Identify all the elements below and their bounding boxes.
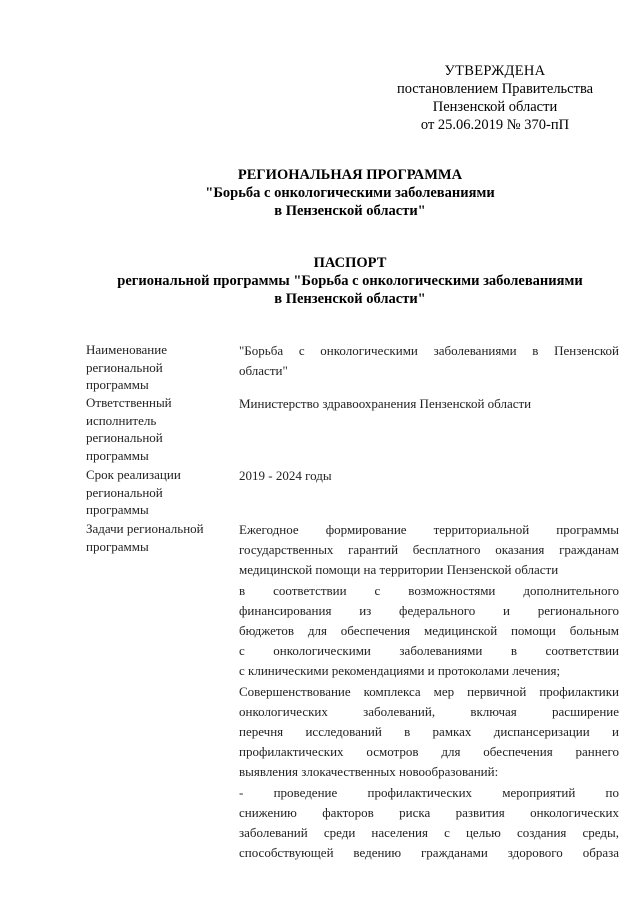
passport-row-term [86, 466, 621, 520]
row-value [239, 520, 619, 920]
label-line: Задачи региональной [86, 521, 204, 536]
value-line: способствующей ведению гражданами здорового образа [239, 845, 619, 861]
value-line: онкологических заболеваний, включая расширение [239, 703, 619, 719]
passport-table [86, 341, 621, 920]
label-line: программы [86, 377, 149, 392]
row-value [239, 466, 619, 520]
label-line: программы [86, 447, 149, 463]
approval-line: Пензенской области [432, 99, 558, 115]
passport-title-line: региональной программы "Борьба с онкологическими заболеваниями [117, 273, 583, 289]
passport-row-name [86, 341, 621, 394]
value-line: с клиническими рекомендациями и протоколами лечения; [239, 663, 561, 679]
program-title [60, 166, 640, 220]
label-line: программы [86, 538, 149, 554]
value-line: Ежегодное формирование территориальной программы [239, 522, 619, 537]
approval-date-line: от 25.06.2019 № 370-пП [420, 117, 570, 133]
program-title-line: "Борьба с онкологическими заболеваниями [205, 185, 495, 201]
passport-row-responsible [86, 394, 621, 466]
value-line: перечня исследований в рамках диспансеризации и [239, 724, 619, 740]
label-line: региональной [86, 430, 163, 445]
value-line: 2019 - 2024 годы [239, 468, 332, 483]
approval-stamp [370, 62, 620, 134]
label-line: региональной [86, 359, 163, 375]
passport-row-tasks [86, 520, 621, 920]
value-line: снижению факторов риска развития онкологических [239, 804, 619, 820]
passport-title-line: в Пензенской области" [274, 291, 426, 307]
passport-title-line: ПАСПОРТ [313, 255, 387, 271]
value-line: медицинской помощи на территории Пензенской области [239, 562, 559, 578]
label-line: Наименование [86, 342, 167, 357]
row-label [86, 466, 231, 520]
approval-heading: УТВЕРЖДЕНА [444, 63, 546, 79]
label-line: региональной [86, 484, 163, 500]
row-value [239, 394, 619, 466]
program-title-line: в Пензенской области" [274, 203, 426, 219]
approval-line: постановлением Правительства [396, 81, 594, 97]
value-line: - проведение профилактических мероприятий по [239, 784, 619, 800]
passport-title [60, 254, 640, 308]
program-title-line: РЕГИОНАЛЬНАЯ ПРОГРАММА [237, 167, 463, 183]
value-line: Совершенствование комплекса мер первичной профилактики [239, 683, 619, 699]
row-label [86, 341, 231, 394]
row-label [86, 394, 231, 466]
value-line: бюджетов для обеспечения медицинской помощи больным [239, 623, 619, 639]
value-line: заболеваний среди населения с целью создания среды, [239, 825, 619, 841]
value-line: в соответствии с возможностями дополнительного [239, 582, 619, 598]
value-line: "Борьба с онкологическими заболеваниями в Пензенской [239, 343, 619, 358]
value-line: государственных гарантий бесплатного оказания гражданам [239, 542, 619, 558]
label-line: Срок реализации [86, 467, 181, 482]
value-line: финансирования из федерального и регионального [239, 602, 619, 618]
value-line: области" [239, 363, 288, 378]
label-line: программы [86, 502, 149, 517]
row-label [86, 520, 231, 920]
row-value [239, 341, 619, 394]
value-line: с онкологическими заболеваниями в соответствии [239, 643, 619, 659]
label-line: исполнитель [86, 412, 157, 428]
value-line: Министерство здравоохранения Пензенской области [239, 396, 532, 411]
label-line: Ответственный [86, 395, 172, 410]
value-line: выявления злокачественных новообразований: [239, 764, 499, 780]
value-line: профилактических осмотров для обеспечения раннего [239, 744, 619, 760]
